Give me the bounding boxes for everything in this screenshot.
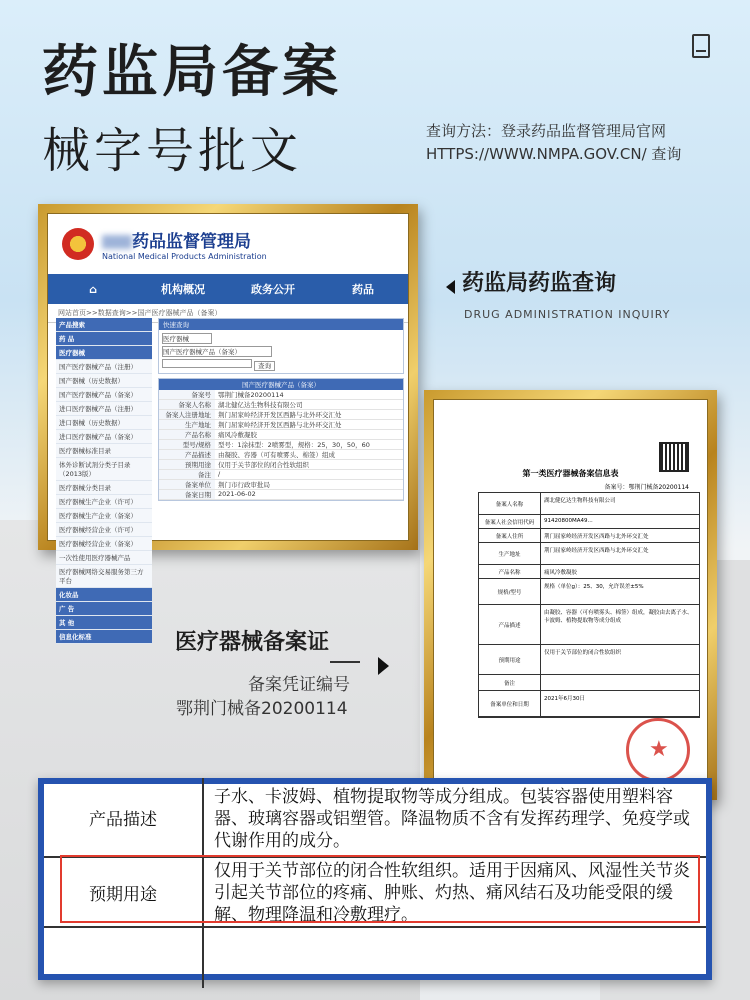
zoom-label: 预期用途: [44, 858, 204, 926]
cert-key: 备案人社会信用代码: [479, 515, 541, 528]
cert-row: [479, 675, 699, 691]
row-key: 备案日期: [159, 490, 215, 499]
breadcrumb: 网站首页>>数据查询>>国产医疗器械产品（备案）: [48, 304, 408, 323]
national-emblem-icon: [62, 228, 94, 260]
nav-item[interactable]: 药品: [352, 283, 374, 296]
row-value: 型号：1涂抹型：2喷雾型，规格：25，30，50，60: [218, 441, 370, 449]
query-method: 查询方法：登录药品监督管理局官网: [426, 122, 667, 140]
cert-value: 仅用于关节部位的闭合性软组织: [544, 650, 622, 656]
zoom-label: 产品描述: [44, 778, 204, 856]
table-row: [159, 420, 403, 430]
row-key: 备案人名称: [159, 400, 215, 409]
left-menu-item[interactable]: 医疗器械分类目录: [56, 481, 152, 495]
search-button[interactable]: 查询: [254, 361, 275, 371]
cert-value: 湖北健亿达生物科技有限公司: [544, 498, 616, 504]
document-icon: [692, 34, 710, 58]
row-value: 仅用于关节部位的闭合性软组织: [218, 461, 309, 469]
left-menu-item[interactable]: 国产医疗器械产品（备案）: [56, 388, 152, 402]
query-url: HTTPS://WWW.NMPA.GOV.CN/ 查询: [426, 145, 682, 163]
website-frame: [38, 204, 418, 641]
row-key: 预期用途: [159, 460, 215, 469]
nav-item[interactable]: 机构概况: [161, 283, 205, 296]
search-box-title: 快速查询: [159, 319, 403, 330]
inquiry-label-en: DRUG ADMINISTRATION INQUIRY: [464, 308, 671, 321]
cert-key: 产品描述: [479, 605, 541, 644]
left-menu-item[interactable]: 医疗器械经营企业（许可）: [56, 523, 152, 537]
table-row: [159, 440, 403, 450]
row-key: 备案单位: [159, 480, 215, 489]
left-menu-item[interactable]: 医疗器械生产企业（备案）: [56, 509, 152, 523]
cert-row: [479, 691, 699, 717]
search-input[interactable]: [162, 359, 252, 368]
row-value: 荆门屈家岭经济开发区西路与北外环交汇处: [218, 421, 342, 429]
cert-label: 医疗器械备案证: [175, 630, 330, 655]
cert-row: [479, 645, 699, 675]
table-row: [159, 470, 403, 480]
cert-key: 规格/型号: [479, 579, 541, 604]
row-value: 湖北健亿达生物科技有限公司: [218, 401, 303, 409]
cert-key: 备案人住所: [479, 529, 541, 542]
table-row: [159, 410, 403, 420]
detail-title: 国产医疗器械产品（备案）: [159, 379, 403, 390]
certificate-table: [478, 492, 700, 718]
row-value: 荆门市行政审批局: [218, 481, 270, 489]
left-menu-item[interactable]: 产品搜索: [56, 318, 152, 332]
left-menu-item[interactable]: 医疗器械生产企业（许可）: [56, 495, 152, 509]
left-menu-item[interactable]: 医疗器械经营企业（备案）: [56, 537, 152, 551]
table-row: [159, 450, 403, 460]
cert-row: [479, 543, 699, 565]
left-menu-item[interactable]: 医疗器械标准目录: [56, 444, 152, 458]
row-value: 鄂荆门械备20200114: [218, 391, 284, 399]
row-key: 产品描述: [159, 450, 215, 459]
inquiry-label: 药监局药监查询: [462, 271, 617, 296]
cert-value: [541, 675, 699, 690]
zoom-row-empty: [44, 928, 706, 988]
headline-subtitle: 械字号批文: [42, 123, 303, 179]
search-box: [158, 318, 404, 374]
left-menu-item[interactable]: 广 告: [56, 602, 152, 616]
row-value: 由凝胶、容器（可有喷雾头、棉签）组成: [218, 451, 335, 459]
cert-value: 2021年6月30日: [544, 696, 585, 702]
detail-box: [158, 378, 404, 501]
zoom-detail-panel: [38, 778, 712, 980]
left-menu-item[interactable]: 医疗器械: [56, 346, 152, 360]
cert-key: 生产地址: [479, 543, 541, 564]
row-key: 产品名称: [159, 430, 215, 439]
detail-table: [159, 390, 403, 500]
website-name: 药品监督管理局: [132, 232, 251, 252]
headline-title: 药监局备案: [42, 40, 342, 105]
cert-key: 预期用途: [479, 645, 541, 674]
row-value: 痛风冷敷凝胶: [218, 431, 257, 439]
zoom-row-description: [44, 778, 706, 858]
arrow-right-icon: [378, 657, 389, 675]
cert-value: 荆门屈家岭经济开发区西路与北外环交汇处: [544, 548, 649, 554]
left-menu-item[interactable]: 进口器械（历史数据）: [56, 416, 152, 430]
arrow-left-icon: [446, 280, 455, 294]
cert-key: 备案单位和日期: [479, 691, 541, 716]
cert-row: [479, 515, 699, 529]
blurred-text: [102, 235, 132, 249]
left-menu-item[interactable]: 体外诊断试剂分类子目录（2013版）: [56, 458, 152, 481]
left-menu-item[interactable]: 国产医疗器械产品（注册）: [56, 360, 152, 374]
website-main: [158, 318, 404, 505]
table-row: [159, 480, 403, 490]
cert-key: 备案人名称: [479, 493, 541, 514]
zoom-text: 仅用于关节部位的闭合性软组织。适用于因痛风、风湿性关节炎引起关节部位的疼痛、肿账、灼热、痛风结石及功能受限的缓解、物理降温和冷敷理疗。: [214, 861, 690, 925]
left-menu-item[interactable]: 化妆品: [56, 588, 152, 602]
row-value: 2021-06-02: [218, 490, 256, 498]
left-menu-item[interactable]: 一次性使用医疗器械产品: [56, 551, 152, 565]
cert-value: 荆门屈家岭经济开发区西路与北外环交汇处: [544, 534, 649, 540]
certificate-title: 第一类医疗器械备案信息表: [522, 469, 619, 478]
row-key: 型号/规格: [159, 440, 215, 449]
cert-value: 痛风冷敷凝胶: [544, 570, 578, 576]
website-header: [48, 214, 408, 274]
left-menu-item[interactable]: 其 他: [56, 616, 152, 630]
cert-row: [479, 493, 699, 515]
left-menu-item[interactable]: 国产器械（历史数据）: [56, 374, 152, 388]
database-select[interactable]: 国产医疗器械产品（备案）: [162, 346, 272, 357]
cert-row: [479, 565, 699, 579]
table-row: [159, 430, 403, 440]
cert-key: 备注: [479, 675, 541, 690]
cert-row: [479, 529, 699, 543]
left-menu-item[interactable]: 进口医疗器械产品（备案）: [56, 430, 152, 444]
row-key: 生产地址: [159, 420, 215, 429]
cert-number-label: 备案凭证编号: [248, 675, 350, 695]
left-menu-item[interactable]: 药 品: [56, 332, 152, 346]
divider-line: [330, 661, 360, 663]
nav-item[interactable]: 政务公开: [251, 283, 295, 296]
left-menu-item[interactable]: 进口医疗器械产品（注册）: [56, 402, 152, 416]
cert-number: 鄂荆门械备20200114: [176, 699, 348, 719]
cert-row: [479, 605, 699, 645]
row-key: 备案号: [159, 390, 215, 399]
website-nav: [48, 274, 408, 304]
table-row: [159, 460, 403, 470]
certificate-number: 备案号：鄂荆门械备20200114: [604, 484, 689, 491]
qr-code-icon: [661, 444, 687, 470]
table-row: [159, 490, 403, 500]
official-seal: [626, 718, 690, 782]
cert-value: 由凝胶、容器（可有喷雾头、棉签）组成，凝胶由去离子水、卡波姆、植物提取物等成分组成: [544, 610, 693, 624]
website-name-en: National Medical Products Administration: [102, 252, 267, 261]
cert-value: 规格（单位g）：25、30，允许误差±5%: [544, 584, 644, 590]
left-menu: [56, 318, 152, 644]
zoom-text: 子水、卡波姆、植物提取物等成分组成。包装容器使用塑料容器、玻璃容器或铝塑管。降温物质不含有发挥药理学、免疫学或代谢作用的成分。: [214, 787, 690, 851]
table-row: [159, 390, 403, 400]
highlight-box: [60, 855, 700, 923]
row-key: 备案人注册地址: [159, 410, 215, 419]
row-key: 备注: [159, 470, 215, 479]
certificate-frame: [424, 390, 717, 800]
left-menu-item[interactable]: 医疗器械网络交易服务第三方平台: [56, 565, 152, 588]
cert-key: 产品名称: [479, 565, 541, 578]
home-icon[interactable]: ⌂: [89, 282, 97, 296]
row-value: /: [218, 470, 221, 478]
cert-value: 91420800MA49...: [544, 518, 593, 524]
left-menu-item[interactable]: 信息化标准: [56, 630, 152, 644]
table-row: [159, 400, 403, 410]
cert-row: [479, 579, 699, 605]
category-select[interactable]: 医疗器械: [162, 333, 212, 344]
row-value: 荆门屈家岭经济开发区西路与北外环交汇处: [218, 411, 342, 419]
